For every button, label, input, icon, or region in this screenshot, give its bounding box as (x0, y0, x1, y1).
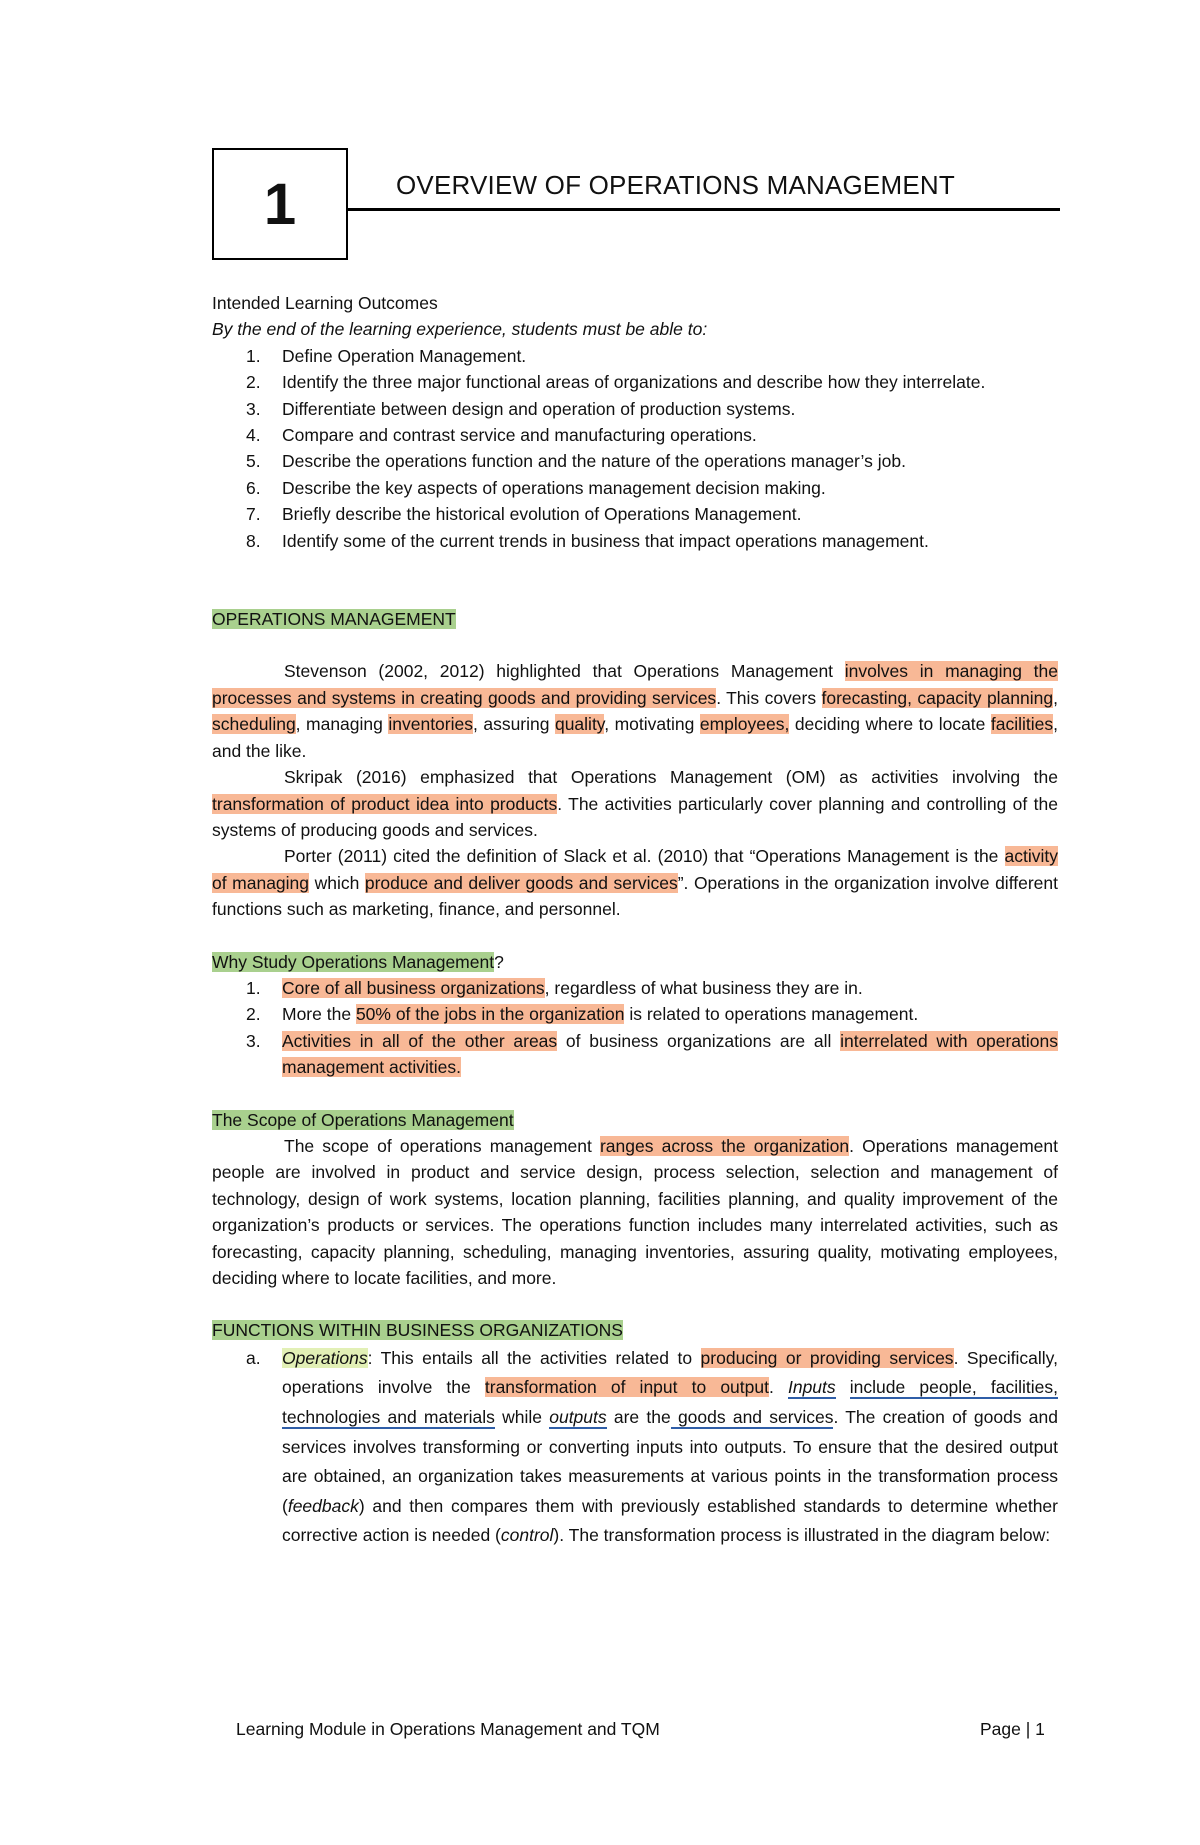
highlight-run: transformation of product idea into products (212, 793, 558, 814)
why-item-number: 3. (246, 1030, 261, 1051)
why-item (212, 975, 1058, 1001)
chapter-number-box (212, 148, 348, 260)
highlight-run: employees, (699, 714, 790, 735)
ilo-item-number: 2. (246, 372, 261, 393)
term-inputs: Inputs (787, 1377, 836, 1398)
ilo-item-text: Define Operation Management. (282, 345, 527, 366)
highlight-run: ranges across the organization (599, 1135, 850, 1156)
ilo-item-text: Identify the three major functional areas of organizations and describe how they interrelate. (282, 372, 986, 393)
chapter-number: 1 (263, 171, 297, 237)
ilo-item-number: 8. (246, 530, 261, 551)
ilo-item-number: 7. (246, 504, 261, 525)
page-content (212, 290, 1058, 1551)
functions-list (212, 1344, 1058, 1551)
highlight-run: activity of managing (212, 846, 1058, 893)
ilo-item-number: 6. (246, 477, 261, 498)
text-run: Porter (2011) cited the definition of Slack et al. (2010) that “Operations Management is the (284, 846, 1005, 867)
section-heading-text: OPERATIONS MANAGEMENT (212, 609, 456, 630)
section-heading-scope (212, 1107, 1058, 1133)
ilo-item-number: 5. (246, 451, 261, 472)
text-run: Skripak (2016) emphasized that Operations Management (OM) as activities involving the (284, 767, 1058, 788)
text-run: is related to operations management. (624, 1004, 919, 1025)
ilo-item (212, 396, 1058, 422)
highlight-run: producing or providing services (700, 1347, 954, 1368)
text-run: while (494, 1407, 550, 1427)
section-heading-text: FUNCTIONS WITHIN BUSINESS ORGANIZATIONS (212, 1320, 623, 1341)
text-run: . The creation of goods and services involves transforming or converting inputs into outputs. To ensure that the desired output are obtained, an organization takes measurements at various points in the transformation process ( (282, 1407, 1058, 1516)
ilo-item-number: 3. (246, 398, 261, 419)
ilo-item-text: Identify some of the current trends in business that impact operations management. (282, 530, 929, 551)
section-heading-suffix: ? (494, 951, 504, 972)
highlight-run: interrelated with operations management activities. (282, 1030, 1059, 1078)
underlined-run: goods and services (670, 1407, 834, 1427)
ilo-item-number: 1. (246, 345, 261, 366)
why-item-number: 1. (246, 977, 261, 998)
text-run: , assuring (473, 714, 555, 735)
ilo-item-text: Differentiate between design and operation of production systems. (282, 398, 796, 419)
section-heading-why-study (212, 949, 1058, 975)
ilo-item (212, 369, 1058, 395)
text-run (836, 1377, 850, 1397)
section-heading-text: The Scope of Operations Management (212, 1109, 514, 1130)
why-item (212, 1028, 1058, 1081)
text-run: , regardless of what business they are in. (544, 977, 863, 998)
highlight-run: scheduling (212, 714, 296, 735)
text-run: ) and then compares them with previously established standards to determine whether corrective action is needed ( (282, 1495, 1058, 1546)
highlight-run: Activities in all of the other areas (282, 1030, 558, 1051)
term-outputs: outputs (549, 1407, 607, 1427)
text-run: are the (606, 1407, 671, 1427)
text-run: , (1053, 687, 1058, 708)
highlight-run: 50% of the jobs in the organization (355, 1004, 625, 1025)
section-heading-text: Why Study Operations Management (212, 951, 495, 972)
text-run: , managing (295, 714, 389, 735)
function-term: Operations (282, 1347, 368, 1368)
text-run: , motivating (604, 714, 700, 735)
text-run: . Specifically, operations involve the (282, 1347, 1058, 1398)
ilo-subtitle: By the end of the learning experience, students must be able to: (212, 319, 708, 340)
highlight-run: transformation of input to output (484, 1377, 769, 1398)
text-run: of business organizations are all (557, 1030, 841, 1051)
ilo-list (212, 343, 1058, 554)
ilo-item-text: Describe the operations function and the nature of the operations manager’s job. (282, 451, 906, 472)
footer-module-title: Learning Module in Operations Management and TQM (236, 1719, 660, 1739)
function-item-operations (212, 1344, 1058, 1551)
paragraph-scope (212, 1133, 1058, 1291)
why-item-number: 2. (246, 1004, 261, 1025)
ilo-item-text: Briefly describe the historical evolution of Operations Management. (282, 504, 802, 525)
term-control: control (500, 1525, 554, 1546)
highlight-run: quality (554, 714, 605, 735)
highlight-run: Core of all business organizations (282, 977, 545, 998)
ilo-item (212, 501, 1058, 527)
chapter-title-rule (348, 208, 1060, 211)
ilo-item (212, 448, 1058, 474)
section-heading-functions (212, 1317, 1058, 1343)
text-run: which (309, 872, 365, 893)
paragraph-stevenson (212, 658, 1058, 764)
ilo-item-text: Describe the key aspects of operations management decision making. (282, 477, 826, 498)
paragraph-skripak (212, 764, 1058, 843)
text-run: ”. Operations in the organization involve different functions such as marketing, finance, and personnel. (212, 872, 1058, 920)
why-item (212, 1001, 1058, 1027)
paragraph-porter (212, 843, 1058, 922)
highlight-run: inventories (388, 714, 473, 735)
highlight-run: forecasting, capacity planning (821, 687, 1054, 708)
text-run: . The activities particularly cover planning and controlling of the systems of producing goods and services. (212, 793, 1058, 840)
ilo-item (212, 422, 1058, 448)
footer-page-number: Page | 1 (980, 1719, 1045, 1739)
ilo-item-number: 4. (246, 425, 261, 446)
text-run: The scope of operations management (284, 1135, 600, 1156)
why-list (212, 975, 1058, 1081)
text-run: : This entails all the activities related to (367, 1347, 701, 1368)
text-run: , and the like. (212, 714, 1058, 761)
highlight-run: facilities (990, 714, 1054, 735)
text-run: . (768, 1377, 788, 1398)
ilo-item (212, 528, 1058, 554)
ilo-item (212, 475, 1058, 501)
function-item-letter: a. (246, 1347, 261, 1368)
text-run: . This covers (716, 687, 822, 708)
text-run: More the (282, 1004, 356, 1025)
text-run: Stevenson (2002, 2012) highlighted that Operations Management (284, 661, 845, 682)
text-run: ). The transformation process is illustrated in the diagram below: (553, 1525, 1051, 1546)
highlight-run: produce and deliver goods and services (364, 872, 678, 893)
section-heading-operations-management (212, 606, 1058, 632)
ilo-title: Intended Learning Outcomes (212, 293, 438, 313)
underlined-run: include people, facilities, technologies and materials (282, 1377, 1058, 1427)
term-feedback: feedback (287, 1495, 359, 1516)
text-run: . Operations management people are involved in product and service design, process selection, selection and management of technology, design of work systems, location planning, facilities planning, and quality improvement of the organization’s products or services. The operations function includes many interrelated activities, such as forecasting, capacity planning, scheduling, managing inventories, assuring quality, motivating employees, deciding where to locate facilities, and more. (212, 1135, 1058, 1288)
text-run: deciding where to locate (789, 714, 991, 735)
ilo-item (212, 343, 1058, 369)
chapter-title: OVERVIEW OF OPERATIONS MANAGEMENT (396, 170, 955, 200)
ilo-item-text: Compare and contrast service and manufacturing operations. (282, 425, 757, 446)
highlight-run: involves in managing the processes and systems in creating goods and providing services (212, 661, 1058, 708)
